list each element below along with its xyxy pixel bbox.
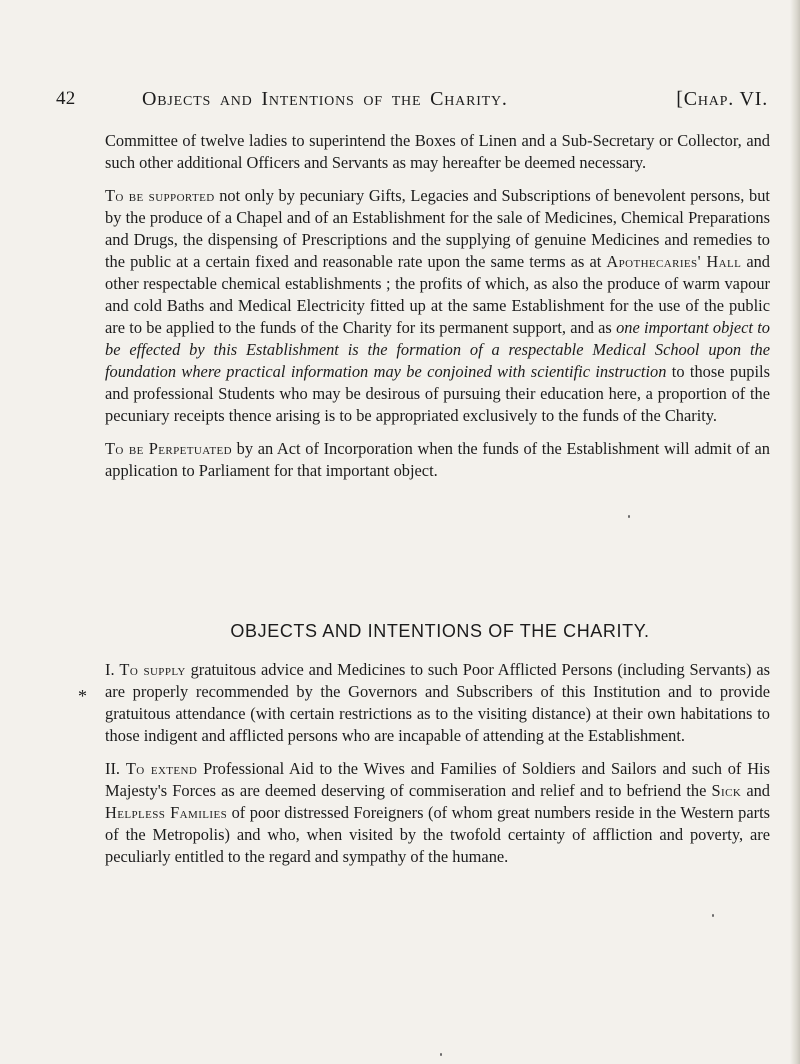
text-run: gratuitous advice and Medicines to such Poor Afflicted Persons (including Servants) as are properly recommended by the Governors and Subscribers of this Institution and to provide gratuitous attendance (with certain restrictions as to the visiting distance) at their own habitations to those indigent and afflicted persons who are incapable of attending at the Establishment. xyxy=(105,660,770,745)
paragraph-supported xyxy=(105,185,770,427)
object-item-2 xyxy=(105,758,770,868)
item-number: I. xyxy=(105,660,120,679)
lead-phrase: To be Perpetuated xyxy=(105,439,232,458)
item-number: II. xyxy=(105,759,126,778)
running-title: Objects and Intentions of the Charity. xyxy=(142,88,508,110)
text-run: not only by pecuniary Gifts, Legacies and Subscriptions of benevolent persons, but by the produce of a Chapel and of an Establishment for the sale of Medicines, Chemical Preparations and Drugs, the dispensing of Prescriptions and the supplying of genuine Medicines and remedies to the public at a certain fixed and reasonable rate upon the same terms as at xyxy=(105,186,770,271)
sick-label: Sick xyxy=(711,781,742,800)
lead-phrase: To be supported xyxy=(105,186,215,205)
scan-speck xyxy=(628,515,630,518)
scan-speck xyxy=(440,1053,442,1056)
italic-passage: one important object to be effected by this Establishment is the formation of a respectable Medical School upon the foundation where practical information may be conjoined with scientific instruction xyxy=(105,318,770,381)
scan-speck xyxy=(712,914,714,917)
text-run: to those pupils and professional Students who may be desirous of pursuing their education here, a proportion of the pecuniary receipts thence arising is to be appropriated exclusively to the funds of the Charity. xyxy=(105,362,770,425)
apothecaries-hall: Apothecaries' Hall xyxy=(606,252,742,271)
page-edge-shadow xyxy=(790,0,800,1064)
text-run: of poor distressed Foreigners (of whom great numbers reside in the Western parts of the Metropolis) and who, when visited by the twofold certainty of affliction and poverty, are peculiarly entitled to the regard and sympathy of the humane. xyxy=(105,803,770,866)
marginal-asterisk: * xyxy=(78,686,87,706)
paragraph-committee: Committee of twelve ladies to superintend the Boxes of Linen and a Sub-Secretary or Collector, and such other additional Officers and Servants as may hereafter be deemed necessary. xyxy=(105,131,770,172)
object-item-1 xyxy=(105,659,770,747)
section-heading: OBJECTS AND INTENTIONS OF THE CHARITY. xyxy=(230,621,650,641)
helpless-families-label: Helpless Families xyxy=(105,803,228,822)
text-run: by an Act of Incorporation when the funds of the Establishment will admit of an application to Parliament for that important object. xyxy=(105,439,771,480)
lead-phrase: To supply xyxy=(119,660,186,679)
text-run: and xyxy=(741,781,770,800)
body-text xyxy=(105,130,770,482)
running-header xyxy=(56,88,772,114)
page-number: 42 xyxy=(56,88,76,109)
text-run: and other respectable chemical establishments ; the profits of which, as also the produce of warm vapour and cold Baths and Medical Electricity fitted up at the same Establishment for the use of the public are to be applied to the funds of the Charity for its permanent support, and as xyxy=(105,252,770,337)
objects-list xyxy=(105,659,770,868)
lead-phrase: To extend xyxy=(125,759,198,778)
paragraph-perpetuated xyxy=(105,438,770,482)
chapter-label: [Chap. VI. xyxy=(676,88,768,110)
text-run: Professional Aid to the Wives and Families of Soldiers and Sailors and such of His Majesty's Forces as are deemed deserving of commiseration and relief and to befriend the xyxy=(105,759,770,800)
